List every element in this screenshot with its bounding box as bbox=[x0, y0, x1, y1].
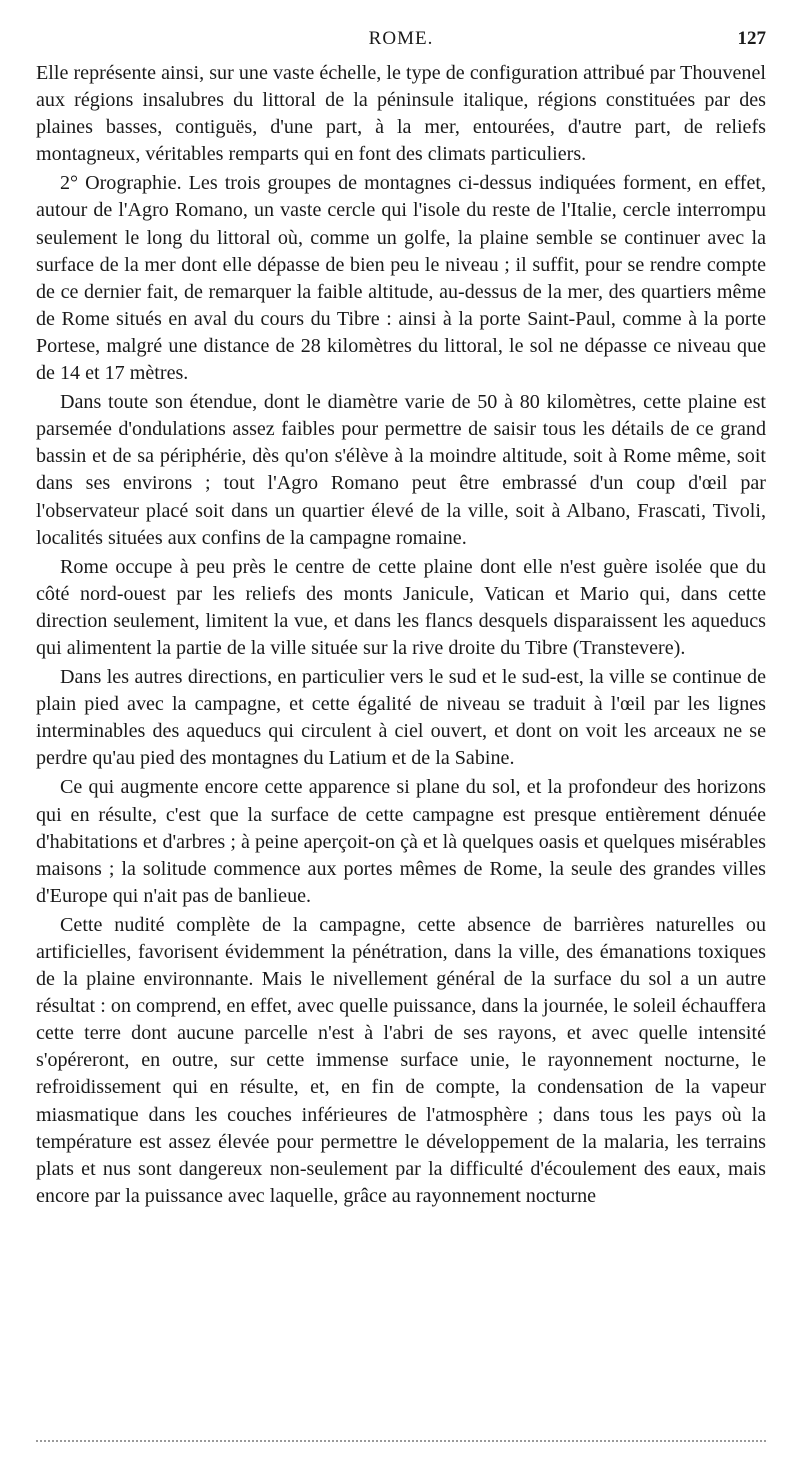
bottom-dotted-rule bbox=[36, 1440, 766, 1442]
paragraph: Dans les autres directions, en particulier vers le sud et le sud-est, la ville se continue de plain pied avec la campagne, et cette égalité de niveau se traduit à l'œil par les lignes interminables des aqueducs qui circulent à ciel ouvert, et dont on voit les arceaux ne se perdre qu'au pied des montagnes du Latium et de la Sabine. bbox=[36, 666, 766, 770]
paragraph: 2° Orographie. Les trois groupes de montagnes ci-dessus indiquées forment, en effet, autour de l'Agro Romano, un vaste cercle qui l'isole du reste de l'Italie, cercle interrompu seulement le long du littoral où, comme un golfe, la plaine semble se continuer avec la surface de la mer dont elle dépasse de bien peu le niveau ; il suffit, pour se rendre compte de ce dernier fait, de remarquer la faible altitude, au-dessus de la mer, des quartiers même de Rome situés en aval du cours du Tibre : ainsi à la porte Saint-Paul, comme à la porte Portese, malgré une distance de 28 kilomètres du littoral, le sol ne dépasse ce niveau que de 14 et 17 mètres. bbox=[36, 172, 766, 385]
running-title: ROME. bbox=[368, 28, 434, 49]
paragraph: Dans toute son étendue, dont le diamètre varie de 50 à 80 kilomètres, cette plaine est parsemée d'ondulations assez faibles pour permettre de saisir tous les détails de ce grand bassin et de sa périphérie, dès qu'on s'élève à la moindre altitude, soit à Rome même, soit dans ses environs ; tout l'Agro Romano peut être embrassé d'un coup d'œil par l'observateur placé soit dans un quartier élevé de la ville, soit à Albano, Frascati, Tivoli, localités situées aux confins de la campagne romaine. bbox=[36, 391, 766, 549]
paragraph: Elle représente ainsi, sur une vaste échelle, le type de configuration attribué par Thouvenel aux régions insalubres du littoral de la péninsule italique, régions constituées par des plaines basses, contiguës, d'une part, à la mer, entourées, d'autre part, de reliefs montagneux, véritables remparts qui en font des climats particuliers. bbox=[36, 62, 766, 166]
page-number: 127 bbox=[737, 28, 766, 49]
running-head bbox=[36, 28, 766, 52]
paragraph: Cette nudité complète de la campagne, cette absence de barrières naturelles ou artificielles, favorisent évidemment la pénétration, dans la ville, des émanations toxiques de la plaine environnante. Mais le nivellement général de la surface du sol a un autre résultat : on comprend, en effet, avec quelle puissance, dans la journée, le soleil échauffera cette terre dont aucune parcelle n'est à l'abri de ses rayons, et avec quelle intensité s'opéreront, en outre, sur cette immense surface unie, le rayonnement nocturne, le refroidissement qui en résulte, et, en fin de compte, la condensation de la vapeur miasmatique dans les couches inférieures de l'atmosphère ; dans tous les pays où la température est assez élevée pour permettre le développement de la malaria, les terrains plats et nus sont dangereux non-seulement par la difficulté d'écoulement des eaux, mais encore par la puissance avec laquelle, grâce au rayonnement nocturne bbox=[36, 913, 766, 1207]
paragraph: Rome occupe à peu près le centre de cette plaine dont elle n'est guère isolée que du côté nord-ouest par les reliefs des monts Janicule, Vatican et Mario qui, dans cette direction seulement, limitent la vue, et dans les flancs desquels disparaissent les aqueducs qui alimentent la partie de la ville située sur la rive droite du Tibre (Transtevere). bbox=[36, 555, 766, 659]
paragraph: Ce qui augmente encore cette apparence si plane du sol, et la profondeur des horizons qui en résulte, c'est que la surface de cette campagne est presque entièrement dénuée d'habitations et d'arbres ; à peine aperçoit-on çà et là quelques oasis et quelques misérables maisons ; la solitude commence aux portes mêmes de Rome, la seule des grandes villes d'Europe qui n'ait pas de banlieue. bbox=[36, 776, 766, 907]
body-text bbox=[36, 60, 766, 1212]
